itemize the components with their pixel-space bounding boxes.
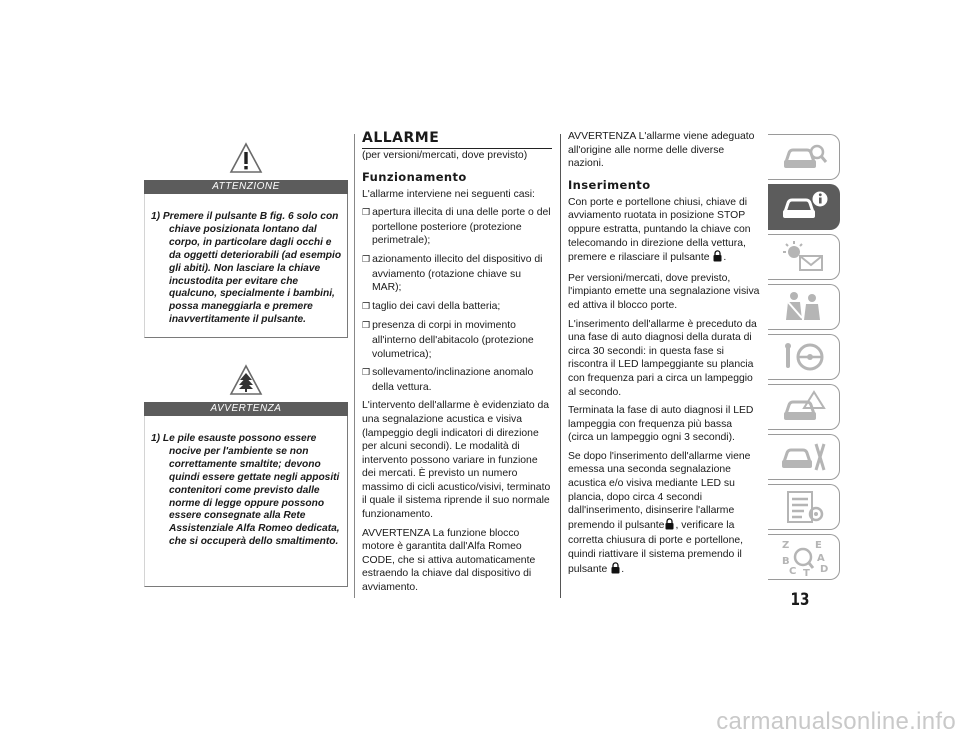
seatbelt-airbag-icon <box>780 290 828 324</box>
middle-column <box>362 130 552 600</box>
alphabetical-index-icon <box>779 537 829 577</box>
technical-data-icon <box>780 490 828 524</box>
index-letter: E <box>814 540 822 551</box>
door-lock-paragraph: Per versioni/mercati, dove previsto, l'impianto emette una segnalazione visiva ed attiva il blocco porte. <box>568 272 760 311</box>
steering-wheel-icon <box>780 340 828 374</box>
car-maintenance-icon <box>780 440 828 474</box>
activation-heading: Inserimento <box>568 177 651 192</box>
index-letter: C <box>788 566 796 577</box>
index-letter: B <box>781 556 790 567</box>
engine-block-paragraph: AVVERTENZA La funzione blocco motore è garantita dall'Alfa Romeo CODE, che si attiva automaticamente estraendo la chiave dal dispositivo di avviamento. <box>362 527 536 594</box>
index-letter: T <box>802 568 810 577</box>
advice-heading: AVVERTENZA <box>144 402 348 416</box>
section-title: ALLARME <box>362 130 552 149</box>
functioning-heading: Funzionamento <box>362 169 467 184</box>
advice-body <box>144 416 348 587</box>
car-info-icon <box>779 190 829 224</box>
second-signal-paragraph: Se dopo l'inserimento dell'allarme viene emessa una seconda segnalazione acustica e/o visiva mediante LED su plancia, dopo circa 4 secondi dall'inserimento, disinserire l'allarme premendo il pulsante , verificare la corretta chiusura di porte e portellone, quindi riattivare il sistema premendo il pulsante . <box>568 450 760 578</box>
list-item: ❒ presenza di corpi in movimento all'interno dell'abitacolo (protezione volumetrica); <box>362 320 534 360</box>
list-item: ❒ taglio dei cavi della batteria; <box>362 300 501 312</box>
advice-notice <box>144 364 348 587</box>
section-subtitle: (per versioni/mercati, dove previsto) <box>362 150 528 161</box>
watermark: carmanualsonline.info <box>716 708 956 735</box>
tab-car-info[interactable] <box>768 184 840 230</box>
tab-technical-data[interactable] <box>768 484 840 530</box>
alarm-intervention-paragraph: L'intervento dell'allarme è evidenziato da una segnalazione acustica e visiva (lampeggio degli indicatori di direzione per alcuni secondi). Le modalità di intervento possono variare in funzione dei mercati. È previsto un numero massimo di cicli acustico/visivi, terminato il quale il sistema riprende il suo normale funzionamento. <box>362 400 551 521</box>
lock-button-icon <box>611 562 620 579</box>
tab-car-search[interactable] <box>768 134 840 180</box>
tab-warning-lights[interactable] <box>768 234 840 280</box>
checkbox-bullet-icon: ❒ <box>362 321 371 332</box>
lock-button-icon <box>665 518 674 535</box>
checkbox-bullet-icon: ❒ <box>362 208 371 219</box>
car-search-icon <box>780 140 828 174</box>
warning-item: 1) Premere il pulsante B fig. 6 solo con chiave posizionata lontano dal corpo, in particolare dagli occhi e da oggetti deteriorabili (ad esempio gli abiti). Non lasciare la chiave incustodita per evitare che qualcuno, specialmente i bambini, possa maneggiarla e premere inavvertitamente il pulsante. <box>151 211 342 326</box>
warning-triangle-icon <box>144 142 348 180</box>
car-emergency-icon <box>780 390 828 424</box>
tab-emergency[interactable] <box>768 384 840 430</box>
activation-paragraph: Con porte e portellone chiusi, chiave di avviamento ruotata in posizione STOP oppure estratta, puntando la chiave con telecomando in direzione della vettura, premere e rilasciare il pulsante . <box>568 196 760 267</box>
warning-body <box>144 194 348 338</box>
market-note-paragraph: AVVERTENZA L'allarme viene adeguato all'origine alle norme delle diverse nazioni. <box>568 131 755 170</box>
checkbox-bullet-icon: ❒ <box>362 254 371 265</box>
intro-text: L'allarme interviene nei seguenti casi: <box>362 188 535 200</box>
tab-safety[interactable] <box>768 284 840 330</box>
chapter-tabs <box>768 134 840 584</box>
column-divider-left <box>354 134 355 598</box>
right-column <box>568 130 760 583</box>
advice-item: 1) Le pile esauste possono essere nocive per l'ambiente se non correttamente smaltite; devono quindi essere gettate negli appositi contenitori come previsto dalle norme di legge oppure possono essere consegnate alla Rete Assistenziale Alfa Romeo dedicata, che si occuperà dello smaltimento. <box>151 433 340 548</box>
led-frequency-paragraph: Terminata la fase di auto diagnosi il LED lampeggia con frequenza più bassa (circa un lampeggio ogni 3 secondi). <box>568 405 754 444</box>
checkbox-bullet-icon: ❒ <box>362 368 371 379</box>
list-item: ❒ apertura illecita di una delle porte o del portellone posteriore (protezione perimetrale); <box>362 207 551 247</box>
warning-notice <box>144 142 348 338</box>
page-number: 13 <box>790 590 810 610</box>
list-item: ❒ sollevamento/inclinazione anomalo della vettura. <box>362 367 534 393</box>
self-diagnosis-paragraph: L'inserimento dell'allarme è preceduto da una fase di auto diagnosi della durata di circa 30 secondi: in questa fase si riscontra il LED lampeggiante su plancia con frequenza pari a circa un lampeggio al secondo. <box>568 318 757 398</box>
list-item: ❒ azionamento illecito del dispositivo di avviamento (rotazione chiave su MAR); <box>362 253 543 294</box>
index-letter: Z <box>781 540 789 551</box>
tab-index[interactable] <box>768 534 840 580</box>
tab-driving[interactable] <box>768 334 840 380</box>
warning-heading: ATTENZIONE <box>144 180 348 194</box>
lock-button-icon <box>713 250 722 267</box>
warning-light-message-icon <box>780 240 828 274</box>
index-letter: A <box>816 553 825 564</box>
column-divider-right <box>560 134 561 598</box>
tab-maintenance[interactable] <box>768 434 840 480</box>
checkbox-bullet-icon: ❒ <box>362 301 371 312</box>
environment-tree-icon <box>144 364 348 402</box>
index-letter: D <box>819 564 828 575</box>
